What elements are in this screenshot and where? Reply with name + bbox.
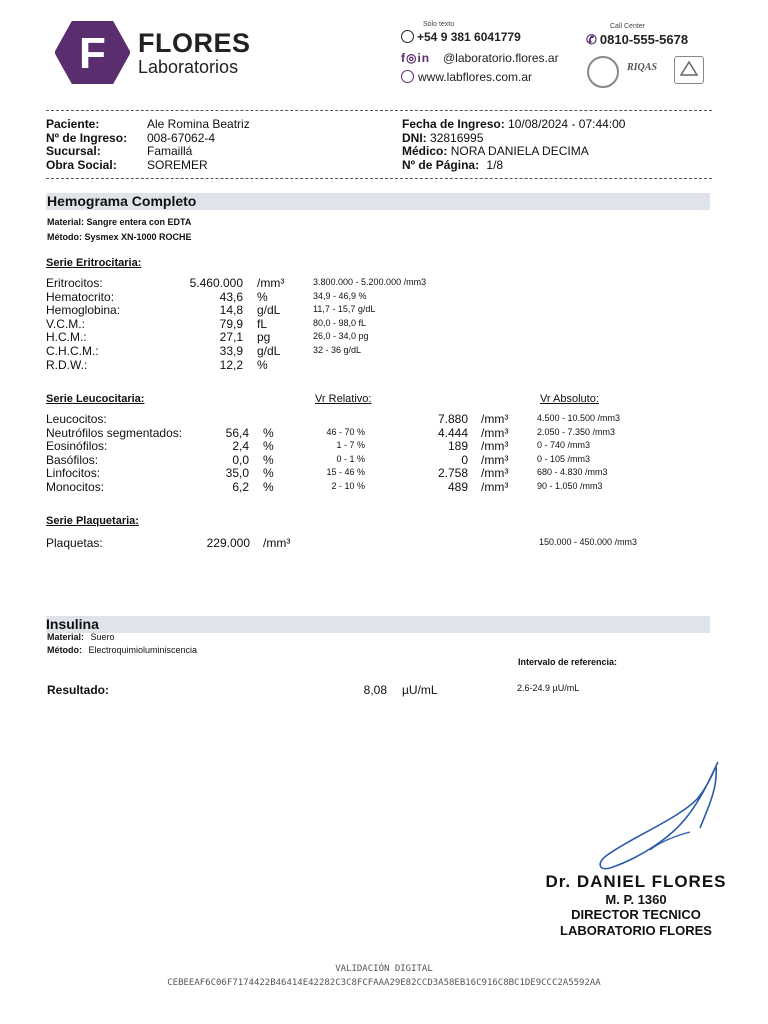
leuco-pct: 0,0 bbox=[232, 452, 249, 467]
plaq-name: Plaquetas: bbox=[46, 536, 103, 550]
insulina-unit: µU/mL bbox=[402, 683, 438, 697]
eritro-ref: 3.800.000 - 5.200.000 /mm3 bbox=[313, 277, 427, 287]
eritro-name: Hematocrito: bbox=[46, 289, 115, 304]
lab-brand bbox=[138, 30, 251, 76]
insulina-title: Insulina bbox=[46, 616, 99, 632]
value-obra: SOREMER bbox=[147, 157, 208, 172]
lab-name: FLORES bbox=[138, 28, 251, 58]
leuco-abs: 4.444 bbox=[437, 425, 468, 440]
validation-hash: CEBEEAF6C06F7174422B46414E42282C3C8FCFAAA29E82CCD3A58EB16C916C8BC1DE9CCC2A5592AA bbox=[167, 978, 601, 988]
leuco-pct: 35,0 bbox=[225, 466, 249, 481]
logo-letter: F bbox=[79, 29, 106, 78]
leuco-rel-ref: 15 - 46 % bbox=[326, 467, 365, 478]
divider-bottom bbox=[46, 178, 712, 179]
plaq-unit: /mm³ bbox=[263, 536, 291, 550]
eritro-value: 27,1 bbox=[219, 330, 243, 345]
eritro-name: Hemoglobina: bbox=[46, 303, 121, 318]
insulina-resultado-label: Resultado: bbox=[47, 683, 110, 697]
insulina-metodo-label: Método: bbox=[47, 645, 82, 655]
admission-info bbox=[402, 118, 625, 172]
eritro-value: 79,9 bbox=[219, 316, 243, 331]
row-dni bbox=[402, 132, 625, 146]
insulina-material: Suero bbox=[90, 632, 115, 642]
serie-eritro-heading: Serie Eritrocitaria: bbox=[46, 257, 142, 269]
social-icons: f◎in bbox=[401, 51, 431, 65]
hemograma-metodo: Método: Sysmex XN-1000 ROCHE bbox=[47, 232, 192, 242]
leuco-abs: 489 bbox=[447, 480, 468, 494]
eritro-unit: /mm³ bbox=[257, 276, 285, 290]
value-medico: NORA DANIELA DECIMA bbox=[450, 144, 589, 158]
leuco-rel-ref: 46 - 70 % bbox=[326, 426, 365, 437]
insulina-bar bbox=[46, 616, 710, 633]
eritro-unit: pg bbox=[257, 330, 271, 345]
eritro-name: C.H.C.M.: bbox=[46, 344, 99, 358]
whatsapp-row bbox=[401, 30, 521, 44]
vr-relativo-heading: Vr Relativo: bbox=[315, 393, 372, 405]
leuco-pct-unit: % bbox=[263, 452, 274, 467]
eritro-ref: 26,0 - 34,0 pg bbox=[313, 331, 369, 342]
insulina-intervalo: Intervalo de referencia: bbox=[518, 657, 618, 667]
whatsapp-number: +54 9 381 6041779 bbox=[417, 30, 521, 44]
leuco-name: Monocitos: bbox=[46, 480, 105, 494]
leuco-abs: 0 bbox=[461, 452, 468, 467]
leuco-abs-unit: /mm³ bbox=[481, 412, 509, 426]
label-ingreso: Nº de Ingreso: bbox=[46, 130, 128, 145]
eritro-unit: fL bbox=[257, 316, 268, 331]
leuco-abs-unit: /mm³ bbox=[481, 452, 509, 467]
leuco-name: Basófilos: bbox=[46, 452, 99, 467]
eritro-value: 33,9 bbox=[219, 344, 243, 358]
value-paciente: Ale Romina Beatriz bbox=[147, 117, 250, 131]
insulina-metodo-row bbox=[47, 645, 197, 655]
eritro-unit: % bbox=[257, 289, 268, 304]
leuco-abs: 7.880 bbox=[437, 412, 468, 426]
signature-mp: M. P. 1360 bbox=[605, 892, 667, 907]
leuco-rel-ref: 0 - 1 % bbox=[336, 453, 365, 464]
signature-role: DIRECTOR TECNICO bbox=[571, 907, 701, 922]
serie-leuco-heading: Serie Leucocitaria: bbox=[46, 393, 145, 405]
label-pagina: Nº de Página: bbox=[402, 157, 480, 172]
leuco-abs: 2.758 bbox=[437, 466, 468, 481]
eritro-ref: 34,9 - 46,9 % bbox=[313, 290, 367, 301]
leuco-abs-ref: 0 - 105 /mm3 bbox=[537, 453, 591, 464]
plaq-ref: 150.000 - 450.000 /mm3 bbox=[539, 537, 638, 547]
leuco-abs-ref: 4.500 - 10.500 /mm3 bbox=[537, 413, 621, 423]
signature-name: Dr. DANIEL FLORES bbox=[545, 872, 727, 891]
label-medico: Médico: bbox=[402, 144, 448, 158]
eritro-ref: 80,0 - 98,0 fL bbox=[313, 317, 367, 328]
patient-labels bbox=[46, 118, 146, 172]
label-fecha: Fecha de Ingreso: bbox=[402, 117, 505, 131]
whatsapp-icon bbox=[401, 30, 414, 43]
label-obra: Obra Social: bbox=[46, 157, 117, 172]
phone-icon: ✆ bbox=[586, 32, 597, 47]
eritro-unit: g/dL bbox=[257, 344, 281, 358]
web-url: www.labflores.com.ar bbox=[418, 70, 533, 84]
leuco-abs-ref: 680 - 4.830 /mm3 bbox=[537, 467, 608, 478]
lab-logo bbox=[55, 21, 130, 84]
insulina-value: 8,08 bbox=[363, 683, 387, 697]
insulina-ref: 2.6-24.9 µU/mL bbox=[517, 683, 580, 693]
leuco-abs-unit: /mm³ bbox=[481, 466, 509, 481]
value-dni: 32816995 bbox=[430, 130, 484, 145]
hemograma-title: Hemograma Completo bbox=[47, 193, 197, 209]
leuco-pct: 2,4 bbox=[232, 439, 249, 454]
eritro-unit: % bbox=[257, 357, 268, 372]
leuco-rel-ref: 1 - 7 % bbox=[336, 440, 365, 451]
leuco-pct-unit: % bbox=[263, 425, 274, 440]
leuco-pct: 6,2 bbox=[232, 480, 249, 494]
whatsapp-label: Sólo texto bbox=[423, 21, 455, 28]
lab-subtitle: Laboratorios bbox=[138, 57, 239, 77]
hemograma-material: Material: Sangre entera con EDTA bbox=[47, 217, 192, 227]
eritro-value: 14,8 bbox=[219, 303, 243, 318]
leuco-pct-unit: % bbox=[263, 480, 274, 494]
leuco-name: Neutrófilos segmentados: bbox=[46, 425, 183, 440]
plaq-value: 229.000 bbox=[206, 536, 250, 550]
patient-values bbox=[147, 118, 250, 172]
leuco-name: Linfocitos: bbox=[46, 466, 101, 481]
validation-label: VALIDACIÓN DIGITAL bbox=[335, 964, 433, 974]
leuco-abs-ref: 0 - 740 /mm3 bbox=[537, 440, 591, 451]
insulina-material-label: Material: bbox=[47, 632, 85, 642]
leuco-name: Leucocitos: bbox=[46, 412, 107, 426]
eritro-name: R.D.W.: bbox=[46, 357, 88, 372]
globe-icon bbox=[401, 70, 414, 83]
value-ingreso: 008-67062-4 bbox=[147, 130, 216, 145]
label-sucursal: Sucursal: bbox=[46, 144, 101, 158]
label-dni: DNI: bbox=[402, 130, 427, 145]
call-label: Call Center bbox=[610, 23, 646, 30]
eritro-name: H.C.M.: bbox=[46, 330, 87, 345]
eritro-ref: 11,7 - 15,7 g/dL bbox=[313, 304, 376, 315]
leuco-abs: 189 bbox=[447, 439, 468, 454]
leuco-abs-ref: 90 - 1.050 /mm3 bbox=[537, 481, 603, 491]
call-row bbox=[586, 32, 688, 48]
value-fecha: 10/08/2024 - 07:44:00 bbox=[508, 117, 626, 131]
social-row bbox=[401, 51, 559, 65]
social-handle: @laboratorio.flores.ar bbox=[443, 51, 559, 65]
leuco-abs-unit: /mm³ bbox=[481, 425, 509, 440]
insulina-material-row bbox=[47, 632, 115, 642]
leuco-pct: 56,4 bbox=[225, 425, 249, 440]
vr-absoluto-heading: Vr Absoluto: bbox=[540, 393, 599, 405]
value-pagina: 1/8 bbox=[486, 157, 504, 172]
insulina-metodo: Electroquimioluminiscencia bbox=[88, 645, 198, 655]
row-fecha bbox=[402, 118, 625, 132]
certification-icon bbox=[674, 56, 704, 84]
eritro-ref: 32 - 36 g/dL bbox=[313, 345, 362, 355]
eritro-name: V.C.M.: bbox=[46, 316, 85, 331]
call-number: 0810-555-5678 bbox=[599, 32, 689, 47]
eritro-value: 5.460.000 bbox=[189, 276, 243, 290]
eritro-unit: g/dL bbox=[257, 303, 281, 318]
eritro-name: Eritrocitos: bbox=[46, 276, 103, 290]
leuco-abs-unit: /mm³ bbox=[481, 439, 509, 454]
leuco-pct-unit: % bbox=[263, 439, 274, 454]
leuco-abs-unit: /mm³ bbox=[481, 480, 509, 494]
signature-lab: LABORATORIO FLORES bbox=[560, 923, 712, 938]
leuco-pct-unit: % bbox=[263, 466, 274, 481]
iso-seal-icon bbox=[587, 56, 619, 88]
web-row bbox=[401, 70, 532, 84]
leuco-rel-ref: 2 - 10 % bbox=[331, 481, 365, 491]
value-sucursal: Famaillá bbox=[147, 144, 193, 158]
signature-scribble bbox=[590, 758, 730, 878]
row-medico bbox=[402, 145, 625, 159]
riqas-badge: RIQAS bbox=[627, 62, 658, 73]
leuco-abs-ref: 2.050 - 7.350 /mm3 bbox=[537, 426, 616, 437]
leuco-name: Eosinófilos: bbox=[46, 439, 108, 454]
serie-plaq-heading: Serie Plaquetaria: bbox=[46, 515, 139, 527]
divider-top bbox=[46, 110, 712, 111]
label-paciente: Paciente: bbox=[46, 117, 100, 131]
eritro-value: 43,6 bbox=[219, 289, 243, 304]
row-pagina bbox=[402, 159, 625, 173]
eritro-value: 12,2 bbox=[219, 357, 243, 372]
